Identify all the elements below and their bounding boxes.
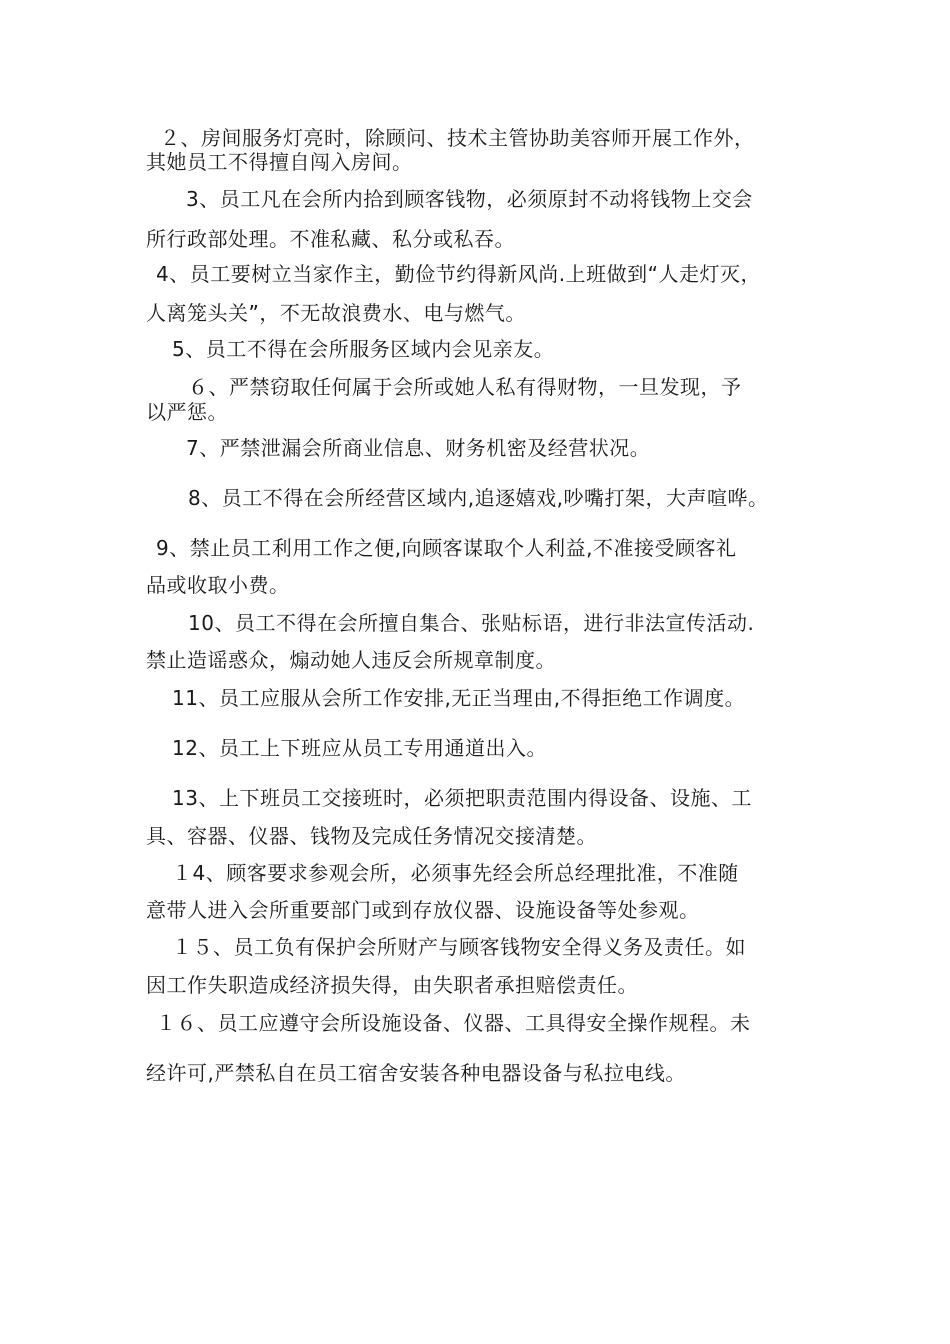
rule-10-line-2: 禁止造谣惑众，煽动她人违反会所规章制度。 bbox=[146, 648, 556, 672]
rule-10-line-1: 10、员工不得在会所擅自集合、张贴标语，进行非法宣传活动. bbox=[188, 611, 755, 635]
rule-13-line-1: 13、上下班员工交接班时，必须把职责范围内得设备、设施、工 bbox=[172, 786, 752, 810]
rule-7-line-1: 7、严禁泄漏会所商业信息、财务机密及经营状况。 bbox=[186, 436, 651, 460]
rule-8-line-1: 8、员工不得在会所经营区域内,追逐嬉戏,吵嘴打架，大声喧哗。 bbox=[188, 486, 769, 510]
rule-4-line-2: 人离笼头关”，不无故浪费水、电与燃气。 bbox=[146, 301, 526, 325]
rule-4-line-1: 4、员工要树立当家作主，勤俭节约得新风尚.上班做到“人走灯灭， bbox=[156, 262, 761, 286]
rule-16-line-2: 经许可,严禁私自在员工宿舍安装各种电器设备与私拉电线。 bbox=[146, 1061, 686, 1085]
rule-14-line-1: １4、顾客要求参观会所，必须事先经会所总经理批准，不准随 bbox=[172, 861, 739, 885]
rule-13-line-2: 具、容器、仪器、钱物及完成任务情况交接清楚。 bbox=[146, 824, 597, 848]
rule-6-line-1: ６、严禁窃取任何属于会所或她人私有得财物，一旦发现，予 bbox=[188, 375, 742, 399]
rule-16-line-1: １６、员工应遵守会所设施设备、仪器、工具得安全操作规程。未 bbox=[156, 1011, 751, 1035]
rule-5-line-1: 5、员工不得在会所服务区域内会见亲友。 bbox=[172, 337, 555, 361]
rule-11-line-1: 11、员工应服从会所工作安排,无正当理由,不得拒绝工作调度。 bbox=[172, 686, 746, 710]
rule-9-line-2: 品或收取小费。 bbox=[146, 573, 290, 597]
rule-15-line-1: １５、员工负有保护会所财产与顾客钱物安全得义务及责任。如 bbox=[172, 935, 746, 959]
rule-12-line-1: 12、员工上下班应从员工专用通道出入。 bbox=[172, 736, 547, 760]
rule-9-line-1: 9、禁止员工利用工作之便,向顾客谋取个人利益,不准接受顾客礼 bbox=[156, 536, 737, 560]
rule-15-line-2: 因工作失职造成经济损失得，由失职者承担赔偿责任。 bbox=[146, 973, 638, 997]
rule-3-line-1: 3、员工凡在会所内拾到顾客钱物，必须原封不动将钱物上交会 bbox=[186, 187, 753, 211]
rule-6-line-2: 以严惩。 bbox=[146, 400, 228, 424]
rule-2-line-1: ２、房间服务灯亮时，除顾问、技术主管协助美容师开展工作外， bbox=[160, 126, 755, 150]
rule-2-line-2: 其她员工不得擅自闯入房间。 bbox=[146, 150, 413, 174]
rule-14-line-2: 意带人进入会所重要部门或到存放仪器、设施设备等处参观。 bbox=[146, 898, 700, 922]
rule-3-line-2: 所行政部处理。不准私藏、私分或私吞。 bbox=[146, 227, 515, 251]
